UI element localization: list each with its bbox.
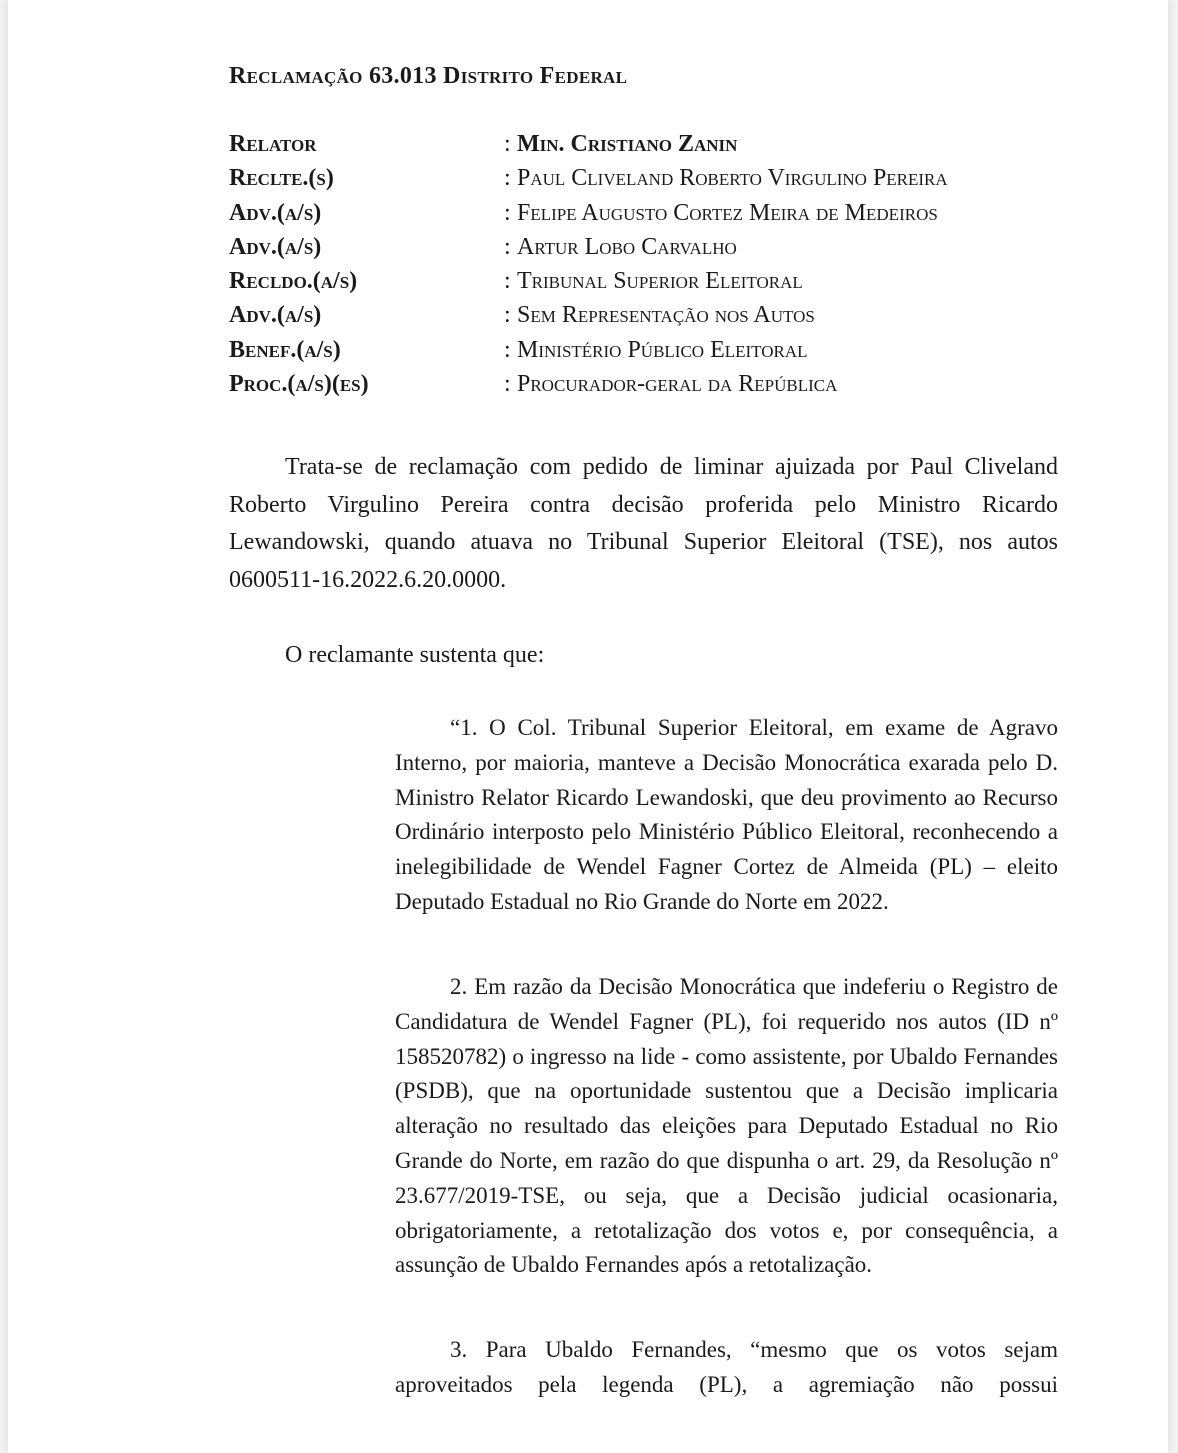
party-row-relator [229,131,1069,165]
party-row-procurador [229,371,1069,405]
party-colon: : [504,165,511,192]
party-name: Tribunal Superior Eleitoral [517,268,803,295]
claim-intro-paragraph: O reclamante sustenta que: [285,642,545,668]
party-name: Ministério Público Eleitoral [517,336,808,363]
party-colon: : [504,302,511,329]
party-role: Proc.(a/s)(es) [229,371,369,398]
party-row-advogado-1 [229,200,1069,234]
quote-paragraph-3 [395,1333,1058,1403]
party-role: Relator [229,131,317,157]
party-row-advogado-2 [229,234,1069,268]
party-colon: : [504,131,511,157]
party-name: Felipe Augusto Cortez Meira de Medeiros [517,199,938,226]
intro-paragraph: Trata-se de reclamação com pedido de liminar ajuizada por Paul Cliveland Roberto Virgulino Pereira contra decisão proferida pelo Ministro Ricardo Lewandowski, quando atuava no Tribunal Superior Eleitoral (TSE), nos autos 0600511-16.2022.6.20.0000. [229,454,1058,593]
quote-paragraph-3-line-2: aproveitados pela legenda (PL), a agremiação não possui [395,1371,1058,1397]
quote-paragraph-2: 2. Em razão da Decisão Monocrática que indeferiu o Registro de Candidatura de Wendel Fagner (PL), foi requerido nos autos (ID nº 158520782) o ingresso na lide - como assistente, por Ubaldo Fernandes (PSDB), que na oportunidade sustentou que a Decisão implicaria alteração no resultado das eleições para Deputado Estadual no Rio Grande do Norte, em razão do que dispunha o art. 29, da Resolução nº 23.677/2019-TSE, ou seja, que a Decisão judicial ocasionaria, obrigatoriamente, a retotalização dos votos e, por consequência, a assunção de Ubaldo Fernandes após a retotalização. [395,974,1058,1278]
party-name: Min. Cristiano Zanin [517,131,738,157]
party-name: Artur Lobo Carvalho [517,233,737,260]
party-name: Sem Representação nos Autos [517,302,815,329]
party-row-beneficiario [229,337,1069,371]
party-colon: : [504,371,511,398]
party-row-reclamante [229,165,1069,199]
parties-list [229,131,1069,405]
quote-paragraph-1: “1. O Col. Tribunal Superior Eleitoral, em exame de Agravo Interno, por maioria, manteve a Decisão Monocrática exarada pelo D. Ministro Relator Ricardo Lewandoski, que deu provimento ao Recurso Ordinário interposto pelo Ministério Público Eleitoral, reconhecendo a inelegibilidade de Wendel Fagner Cortez de Almeida (PL) – eleito Deputado Estadual no Rio Grande do Norte em 2022. [395,715,1058,914]
party-role: Adv.(a/s) [229,302,322,329]
party-colon: : [504,268,511,295]
party-colon: : [504,199,511,226]
party-role: Recldo.(a/s) [229,268,358,295]
party-role: Adv.(a/s) [229,199,322,226]
quote-paragraph-3-line-1: 3. Para Ubaldo Fernandes, “mesmo que os votos sejam [450,1337,1058,1362]
party-role: Benef.(a/s) [229,336,341,363]
party-role: Adv.(a/s) [229,233,322,260]
document-title: Reclamação 63.013 Distrito Federal [229,63,628,89]
party-row-reclamado [229,268,1069,302]
party-name: Procurador-geral da República [517,371,838,398]
party-row-advogado-3 [229,302,1069,336]
party-name: Paul Cliveland Roberto Virgulino Pereira [517,165,948,192]
party-colon: : [504,233,511,260]
party-colon: : [504,336,511,363]
party-role: Reclte.(s) [229,165,334,192]
